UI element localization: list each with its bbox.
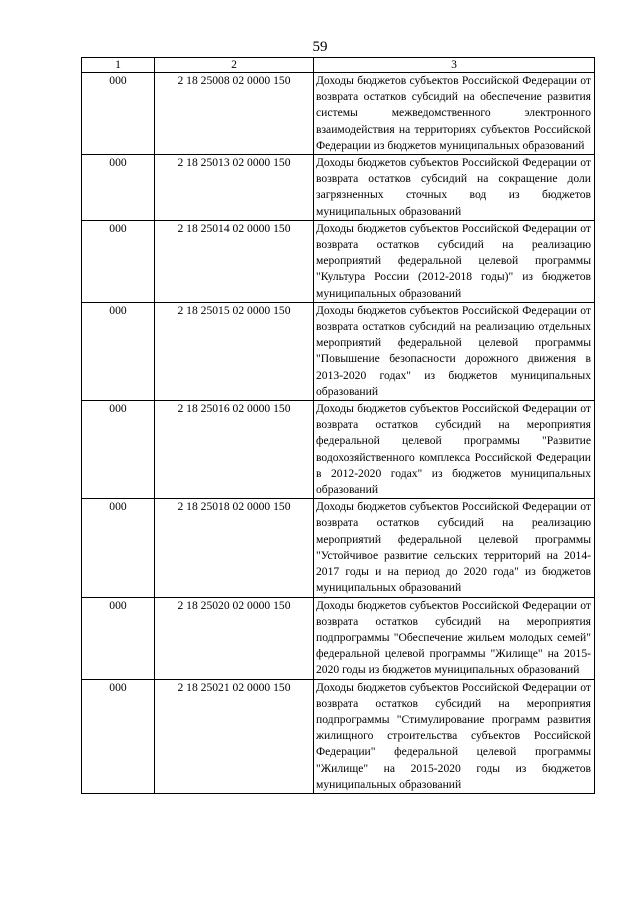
- admin-code-cell: 000: [82, 499, 155, 597]
- kbk-code-cell: 2 18 25016 02 0000 150: [155, 401, 314, 499]
- page-number: 59: [312, 39, 328, 55]
- table-row: [82, 220, 595, 302]
- description-cell: Доходы бюджетов субъектов Российской Федерации от возврата остатков субсидий на сокращение доли загрязненных сточных вод из бюджетов муниципальных образований: [314, 155, 595, 221]
- admin-code-cell: 000: [82, 302, 155, 400]
- description-cell: Доходы бюджетов субъектов Российской Федерации от возврата остатков субсидий на реализацию мероприятий федеральной целевой программы "Устойчивое развитие сельских территорий на 2014-2017 годы и на период до 2020 года" из бюджетов муниципальных образований: [314, 499, 595, 597]
- table-row: [82, 401, 595, 499]
- kbk-code-cell: 2 18 25020 02 0000 150: [155, 597, 314, 679]
- admin-code-cell: 000: [82, 73, 155, 155]
- kbk-code-cell: 2 18 25014 02 0000 150: [155, 220, 314, 302]
- description-cell: Доходы бюджетов субъектов Российской Федерации от возврата остатков субсидий на реализацию отдельных мероприятий федеральной целевой программы "Повышение безопасности дорожного движения в 2013-2020 годах" из бюджетов муниципальных образований: [314, 302, 595, 400]
- description-cell: Доходы бюджетов субъектов Российской Федерации от возврата остатков субсидий на мероприятия подпрограммы "Стимулирование программ развития жилищного строительства субъектов Российской Федерации" федеральной целевой программы "Жилище" на 2015-2020 годы из бюджетов муниципальных образований: [314, 679, 595, 793]
- kbk-code-cell: 2 18 25021 02 0000 150: [155, 679, 314, 793]
- budget-revenue-table: [81, 57, 595, 794]
- table-row: [82, 597, 595, 679]
- table-row: [82, 499, 595, 597]
- table-row: [82, 679, 595, 793]
- table-row: [82, 155, 595, 221]
- description-cell: Доходы бюджетов субъектов Российской Федерации от возврата остатков субсидий на мероприятия федеральной целевой программы "Развитие водохозяйственного комплекса Российской Федерации в 2012-2020 годах" из бюджетов муниципальных образований: [314, 401, 595, 499]
- admin-code-cell: 000: [82, 401, 155, 499]
- admin-code-cell: 000: [82, 597, 155, 679]
- column-header-1: 1: [82, 58, 155, 73]
- admin-code-cell: 000: [82, 155, 155, 221]
- description-cell: Доходы бюджетов субъектов Российской Федерации от возврата остатков субсидий на реализацию мероприятий федеральной целевой программы "Культура России (2012-2018 годы)" из бюджетов муниципальных образований: [314, 220, 595, 302]
- admin-code-cell: 000: [82, 679, 155, 793]
- kbk-code-cell: 2 18 25008 02 0000 150: [155, 73, 314, 155]
- description-cell: Доходы бюджетов субъектов Российской Федерации от возврата остатков субсидий на мероприятия подпрограммы "Обеспечение жильем молодых семей" федеральной целевой программы "Жилище" на 2015-2020 годы из бюджетов муниципальных образований: [314, 597, 595, 679]
- kbk-code-cell: 2 18 25015 02 0000 150: [155, 302, 314, 400]
- table-row: [82, 73, 595, 155]
- column-header-3: 3: [314, 58, 595, 73]
- column-header-2: 2: [155, 58, 314, 73]
- kbk-code-cell: 2 18 25013 02 0000 150: [155, 155, 314, 221]
- table-header-row: [82, 58, 595, 73]
- description-cell: Доходы бюджетов субъектов Российской Федерации от возврата остатков субсидий на обеспечение развития системы межведомственного электронного взаимодействия на территориях субъектов Российской Федерации из бюджетов муниципальных образований: [314, 73, 595, 155]
- table-row: [82, 302, 595, 400]
- admin-code-cell: 000: [82, 220, 155, 302]
- kbk-code-cell: 2 18 25018 02 0000 150: [155, 499, 314, 597]
